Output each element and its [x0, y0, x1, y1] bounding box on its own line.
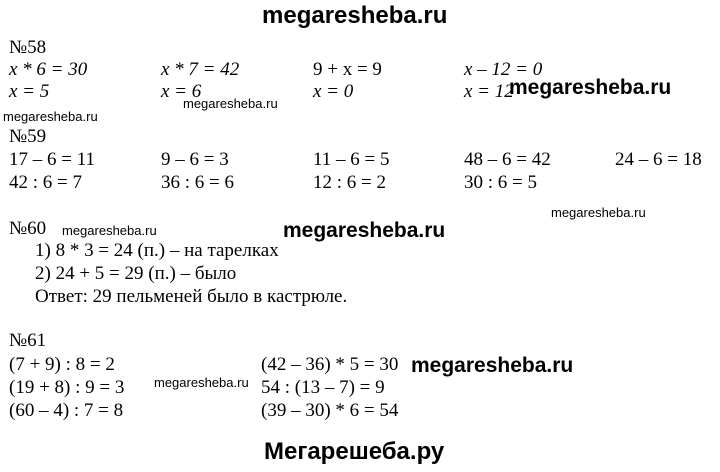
- task-59-row1-cell: 24 – 6 = 18: [615, 149, 702, 170]
- task-58-equation-1: x * 6 = 30: [9, 59, 88, 80]
- watermark-small: megaresheba.ru: [154, 375, 249, 390]
- task-59-row1-cell: 48 – 6 = 42: [464, 149, 551, 170]
- task-58-answer-4: x = 12: [464, 81, 514, 102]
- task-59-row1-cell: 11 – 6 = 5: [313, 149, 390, 170]
- task-60-step-1: 1) 8 * 3 = 24 (п.) – на тарелках: [35, 240, 279, 261]
- task-61-number: №61: [9, 330, 47, 351]
- task-60-number: №60: [9, 218, 47, 239]
- task-61-left-item: (60 – 4) : 7 = 8: [9, 400, 124, 421]
- site-header-title: megaresheba.ru: [262, 2, 448, 29]
- task-58-answer-2: x = 6: [161, 81, 202, 102]
- task-59-row1-cell: 9 – 6 = 3: [161, 149, 229, 170]
- task-59-row2-cell: 12 : 6 = 2: [313, 172, 386, 193]
- task-61-left-item: (7 + 9) : 8 = 2: [9, 354, 115, 375]
- watermark-small: megaresheba.ru: [551, 205, 646, 220]
- task-61-right-item: 54 : (13 – 7) = 9: [261, 377, 385, 398]
- task-59-row2-cell: 42 : 6 = 7: [9, 172, 82, 193]
- task-59-row2-cell: 36 : 6 = 6: [161, 172, 234, 193]
- task-61-left-item: (19 + 8) : 9 = 3: [9, 377, 125, 398]
- task-61-right-item: (39 – 30) * 6 = 54: [261, 400, 399, 421]
- task-60-answer: Ответ: 29 пельменей было в кастрюле.: [35, 286, 348, 307]
- watermark-small: megaresheba.ru: [183, 96, 278, 111]
- task-58-equation-2: x * 7 = 42: [161, 59, 240, 80]
- watermark: megaresheba.ru: [283, 219, 446, 242]
- task-60-step-2: 2) 24 + 5 = 29 (п.) – было: [35, 263, 237, 284]
- task-61-right-item: (42 – 36) * 5 = 30: [261, 354, 399, 375]
- task-58-answer-1: x = 5: [9, 81, 50, 102]
- task-58-answer-3: x = 0: [313, 81, 354, 102]
- watermark-small: megaresheba.ru: [3, 109, 98, 124]
- task-59-row1-cell: 17 – 6 = 11: [9, 149, 96, 170]
- task-59-row2-cell: 30 : 6 = 5: [464, 172, 537, 193]
- task-59-number: №59: [9, 126, 47, 147]
- site-footer-title: Мегарешеба.ру: [264, 438, 445, 465]
- watermark: megaresheba.ru: [411, 354, 574, 377]
- watermark-small: megaresheba.ru: [62, 223, 157, 238]
- task-58-equation-3: 9 + x = 9: [313, 59, 382, 80]
- task-58-number: №58: [9, 37, 47, 58]
- task-58-equation-4: x – 12 = 0: [464, 59, 543, 80]
- watermark: megaresheba.ru: [509, 76, 672, 99]
